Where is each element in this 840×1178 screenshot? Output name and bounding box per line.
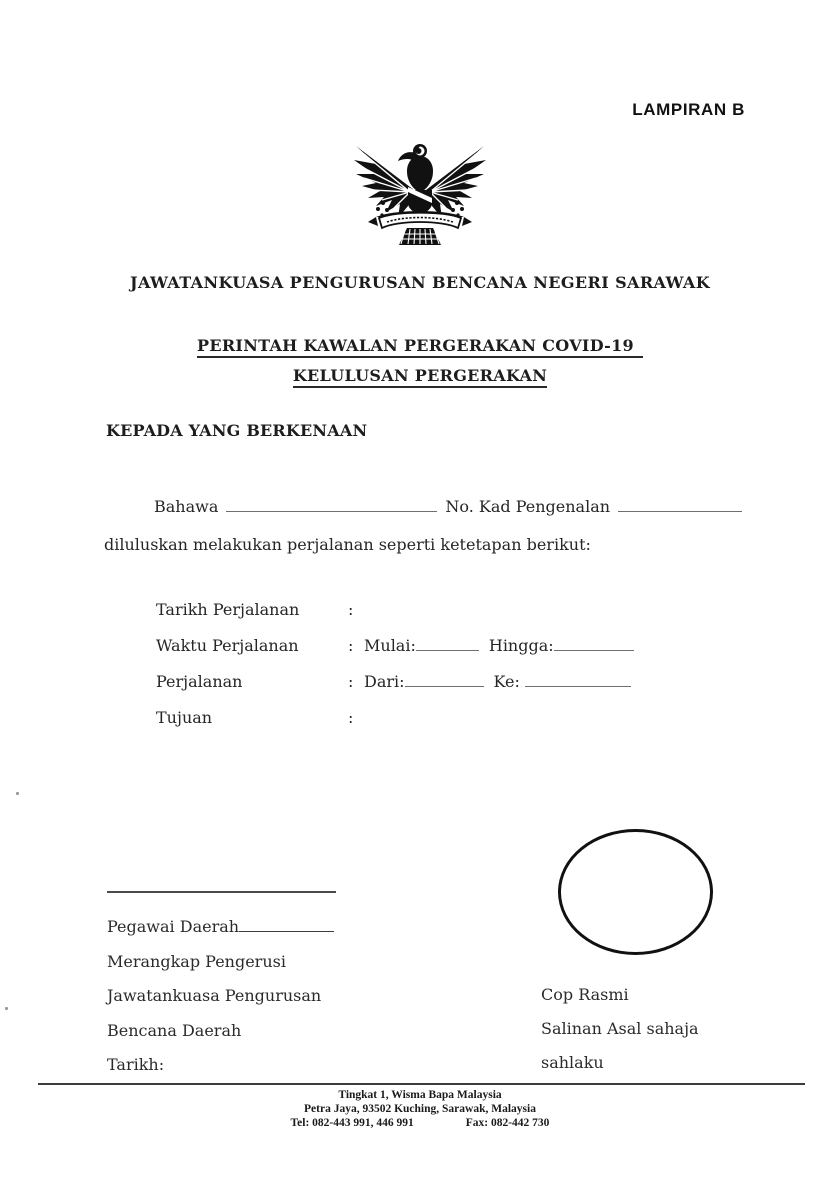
document-title-line1	[0, 336, 840, 355]
mulai-label: Mulai:	[364, 636, 416, 655]
dari-blank-line	[405, 672, 484, 687]
document-title-line2	[0, 366, 840, 385]
stamp-caption-line2: Salinan Asal sahaja	[541, 1019, 699, 1038]
signature-date-label: Tarikh:	[107, 1055, 165, 1074]
footer-tel: Tel: 082-443 991, 446 991	[290, 1117, 414, 1129]
ic-blank-line	[618, 497, 742, 512]
ke-label: Ke:	[493, 672, 520, 691]
stamp-caption-line1: Cop Rasmi	[541, 985, 629, 1004]
scan-artifact-dot	[5, 1007, 8, 1010]
hingga-blank-line	[554, 636, 634, 651]
footer-telfax-line	[0, 1116, 840, 1130]
footer-address-line2: Petra Jaya, 93502 Kuching, Sarawak, Malaysia	[304, 1103, 536, 1115]
field-label: Tarikh Perjalanan	[156, 600, 300, 619]
signature-role-line3: Jawatankuasa Pengurusan	[107, 986, 322, 1005]
field-colon: :	[348, 636, 354, 655]
footer-fax: Fax: 082-442 730	[465, 1117, 550, 1129]
salutation: KEPADA YANG BERKENAAN	[106, 421, 368, 440]
field-row-waktu-perjalanan	[156, 636, 760, 655]
signature-rule-line	[107, 891, 336, 893]
footer-rule-line	[38, 1083, 805, 1085]
signature-role-line2: Merangkap Pengerusi	[107, 952, 286, 971]
footer-address-line1: Tingkat 1, Wisma Bapa Malaysia	[338, 1089, 502, 1101]
field-row-tarikh-perjalanan	[156, 600, 760, 619]
scan-artifact-dot	[16, 792, 19, 795]
officer-title-label: Pegawai Daerah	[107, 917, 240, 936]
document-title-line1-text: PERINTAH KAWALAN PERGERAKAN COVID-19	[197, 336, 643, 358]
signature-role-line4: Bencana Daerah	[107, 1021, 242, 1040]
footer-address-block	[0, 1088, 840, 1130]
field-row-tujuan	[156, 708, 760, 727]
signature-officer-line	[107, 917, 334, 936]
statement-prefix: Bahawa	[154, 497, 219, 516]
field-label: Tujuan	[156, 708, 213, 727]
stamp-caption-line3: sahlaku	[541, 1053, 604, 1072]
lampiran-label: LAMPIRAN B	[632, 100, 745, 119]
dari-label: Dari:	[364, 672, 405, 691]
sarawak-state-crest-icon	[350, 140, 490, 248]
field-colon: :	[348, 600, 354, 619]
field-row-perjalanan	[156, 672, 760, 691]
official-stamp-circle	[558, 829, 713, 955]
field-colon: :	[348, 708, 354, 727]
document-title-line2-text: KELULUSAN PERGERAKAN	[293, 366, 547, 388]
hingga-label: Hingga:	[488, 636, 554, 655]
ic-label: No. Kad Pengenalan	[445, 497, 611, 516]
organization-title: JAWATANKUASA PENGURUSAN BENCANA NEGERI SARAWAK	[129, 273, 711, 292]
mulai-blank-line	[416, 636, 479, 651]
statement-continuation: diluluskan melakukan perjalanan seperti ketetapan berikut:	[104, 535, 591, 554]
field-colon: :	[348, 672, 354, 691]
field-label: Perjalanan	[156, 672, 243, 691]
field-label: Waktu Perjalanan	[156, 636, 299, 655]
statement-line	[104, 497, 745, 516]
ke-blank-line	[525, 672, 631, 687]
name-blank-line	[226, 497, 437, 512]
officer-name-blank-line	[239, 917, 334, 932]
